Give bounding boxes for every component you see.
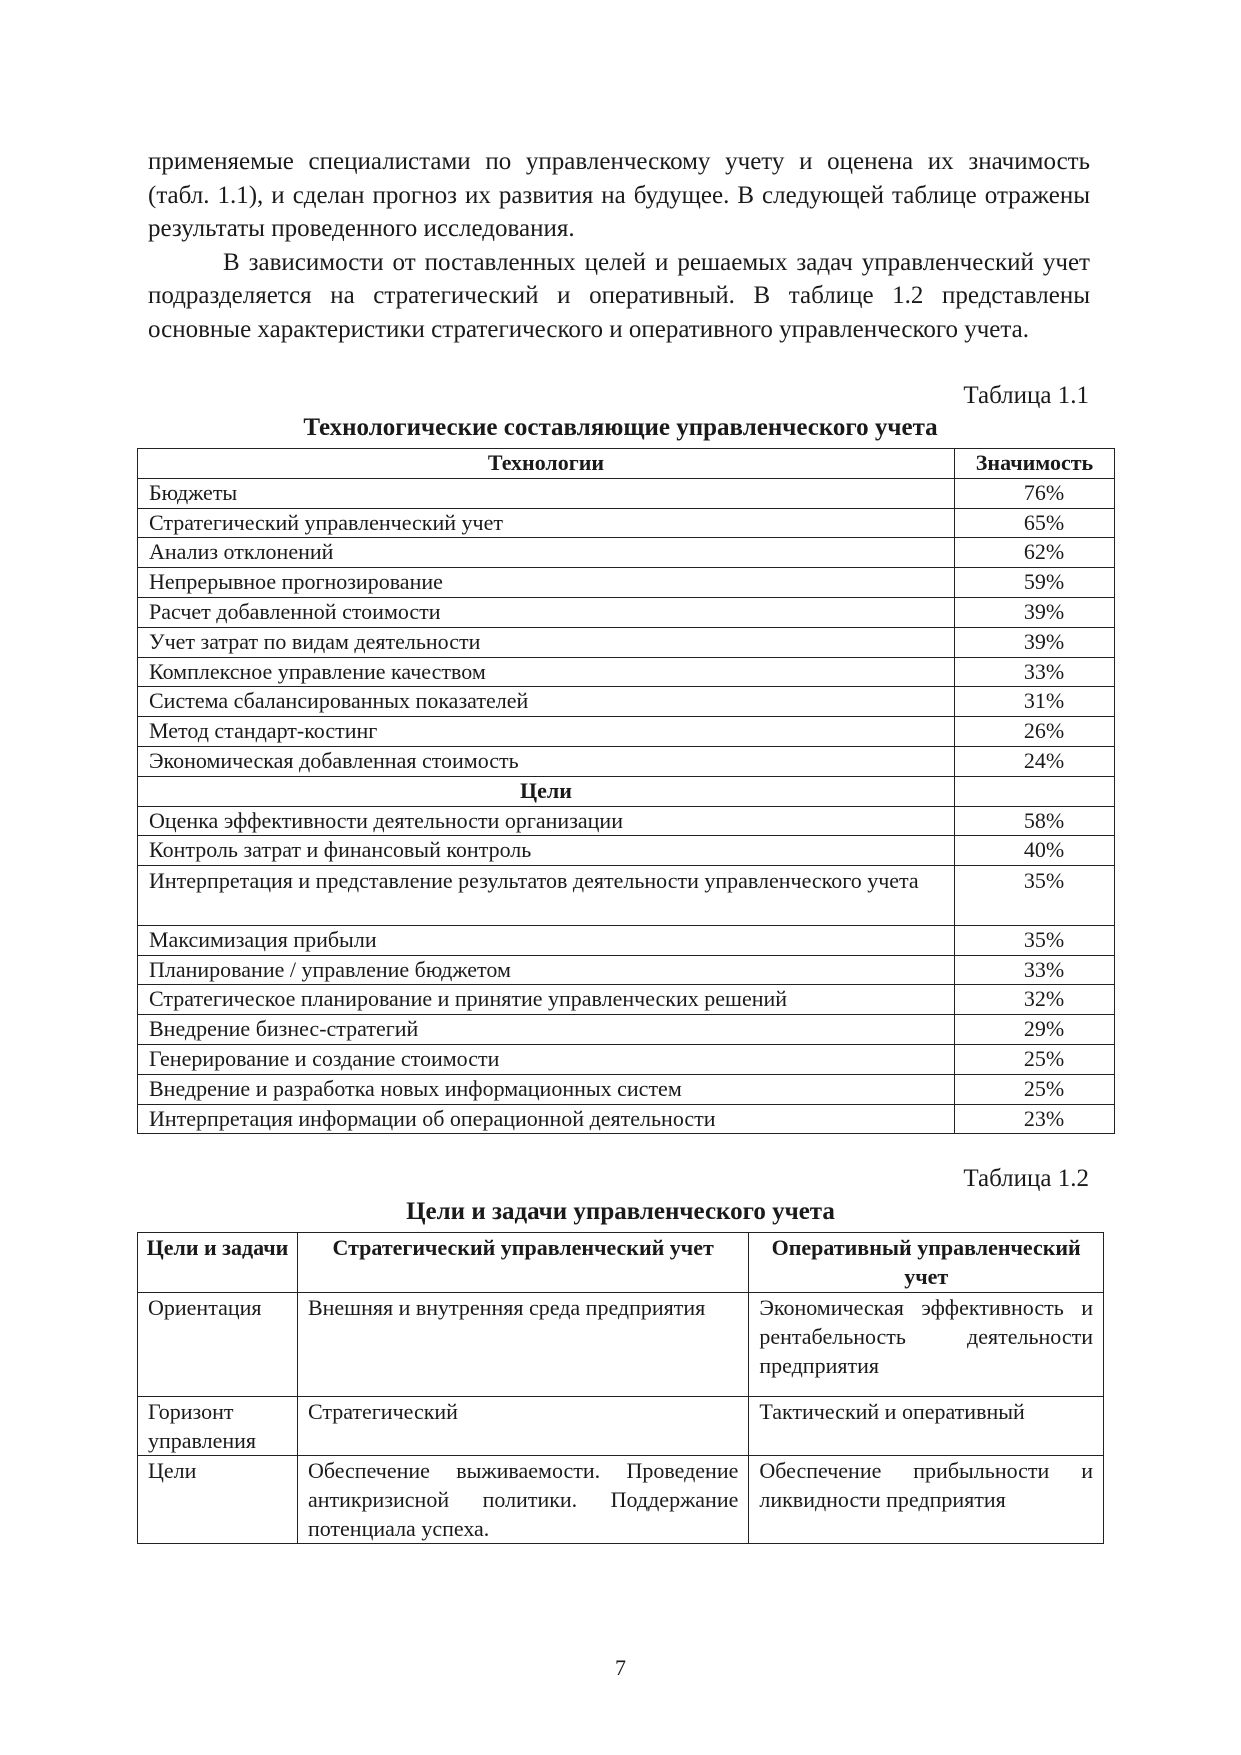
technology-name: Бюджеты [138,478,955,508]
goal-name: Стратегическое планирование и принятие управленческих решений [138,985,955,1015]
goal-name: Максимизация прибыли [138,925,955,955]
table-row [138,806,1115,836]
goal-name: Контроль затрат и финансовый контроль [138,836,955,866]
table-row [138,925,1115,955]
technology-name: Учет затрат по видам деятельности [138,627,955,657]
technology-name: Метод стандарт-костинг [138,717,955,747]
goal-name: Внедрение и разработка новых информационных систем [138,1074,955,1104]
table-row [138,746,1115,776]
page-number: 7 [615,1655,626,1680]
technology-name: Экономическая добавленная стоимость [138,746,955,776]
table1-title: Технологические составляющие управленческого учета [303,414,938,441]
table-row [138,1397,1104,1456]
operational-cell: Обеспечение прибыльности и ликвидности предприятия [749,1456,1104,1544]
strategic-cell: Стратегический [297,1397,748,1456]
significance-value: 29% [955,1015,1115,1045]
table-row [138,627,1115,657]
technology-table [137,448,1115,1134]
strategic-cell: Внешняя и внутренняя среда предприятия [297,1293,748,1397]
goals-section-header: Цели [138,776,955,806]
significance-value: 25% [955,1074,1115,1104]
aspect-cell: Цели [138,1456,298,1544]
table-row [138,985,1115,1015]
significance-value: 33% [955,955,1115,985]
table2-title: Цели и задачи управленческого учета [406,1198,835,1225]
table-row [138,687,1115,717]
strategic-cell: Обеспечение выживаемости. Проведение антикризисной политики. Поддержание потенциала успеха. [297,1456,748,1544]
intro-paragraph-1: применяемые специалистами по управленческому учету и оценена их значимость (табл. 1.1), и сделан прогноз их развития на будущее. В следующей таблице отражены результаты проведенного исследования. [148,148,1090,242]
table-row [138,538,1115,568]
significance-value: 39% [955,627,1115,657]
table-row [138,657,1115,687]
technology-name: Анализ отклонений [138,538,955,568]
significance-value: 39% [955,597,1115,627]
column-header-operational: Оперативный управленческий учет [749,1233,1104,1293]
significance-value: 24% [955,746,1115,776]
table-row [138,508,1115,538]
significance-value: 76% [955,478,1115,508]
aspect-cell: Ориентация [138,1293,298,1397]
table-row [138,1293,1104,1397]
significance-value: 58% [955,806,1115,836]
significance-value: 32% [955,985,1115,1015]
operational-cell: Тактический и оперативный [749,1397,1104,1456]
significance-value: 35% [955,866,1115,926]
goal-name: Внедрение бизнес-стратегий [138,1015,955,1045]
technology-name: Стратегический управленческий учет [138,508,955,538]
goal-name: Планирование / управление бюджетом [138,955,955,985]
significance-value: 65% [955,508,1115,538]
goal-name: Интерпретация информации об операционной деятельности [138,1104,955,1134]
column-header-significance: Значимость [955,449,1115,479]
goal-name: Генерирование и создание стоимости [138,1044,955,1074]
column-header-aspect: Цели и задачи [138,1233,298,1293]
goal-name: Интерпретация и представление результатов деятельности управленческого учета [138,866,955,926]
technology-name: Комплексное управление качеством [138,657,955,687]
goal-name: Оценка эффективности деятельности организации [138,806,955,836]
table2-label: Таблица 1.2 [963,1165,1089,1192]
significance-value: 33% [955,657,1115,687]
table-row [138,478,1115,508]
column-header-technologies: Технологии [138,449,955,479]
significance-value: 62% [955,538,1115,568]
table-row [138,836,1115,866]
table-row [138,1044,1115,1074]
significance-value: 40% [955,836,1115,866]
table-row [138,1015,1115,1045]
table-row [138,717,1115,747]
empty-cell [955,776,1115,806]
significance-value: 59% [955,568,1115,598]
table-row [138,955,1115,985]
significance-value: 31% [955,687,1115,717]
table-row [138,1456,1104,1544]
significance-value: 26% [955,717,1115,747]
technology-name: Система сбалансированных показателей [138,687,955,717]
table-row [138,866,1115,926]
table-header-row [138,1233,1104,1293]
table-row [138,1104,1115,1134]
aspect-cell: Горизонт управления [138,1397,298,1456]
technology-name: Расчет добавленной стоимости [138,597,955,627]
table-header-row [138,449,1115,479]
table-row [138,1074,1115,1104]
table1-label: Таблица 1.1 [963,382,1089,409]
operational-cell: Экономическая эффективность и рентабельность деятельности предприятия [749,1293,1104,1397]
goals-section-header-row [138,776,1115,806]
significance-value: 35% [955,925,1115,955]
intro-text [148,145,1090,346]
table-row [138,597,1115,627]
goals-tasks-table [137,1232,1104,1544]
column-header-strategic: Стратегический управленческий учет [297,1233,748,1293]
technology-name: Непрерывное прогнозирование [138,568,955,598]
significance-value: 25% [955,1044,1115,1074]
significance-value: 23% [955,1104,1115,1134]
table-row [138,568,1115,598]
intro-paragraph-2: В зависимости от поставленных целей и решаемых задач управленческий учет подразделяется на стратегический и оперативный. В таблице 1.2 представлены основные характеристики стратегического и оперативного управленческого учета. [148,248,1090,343]
